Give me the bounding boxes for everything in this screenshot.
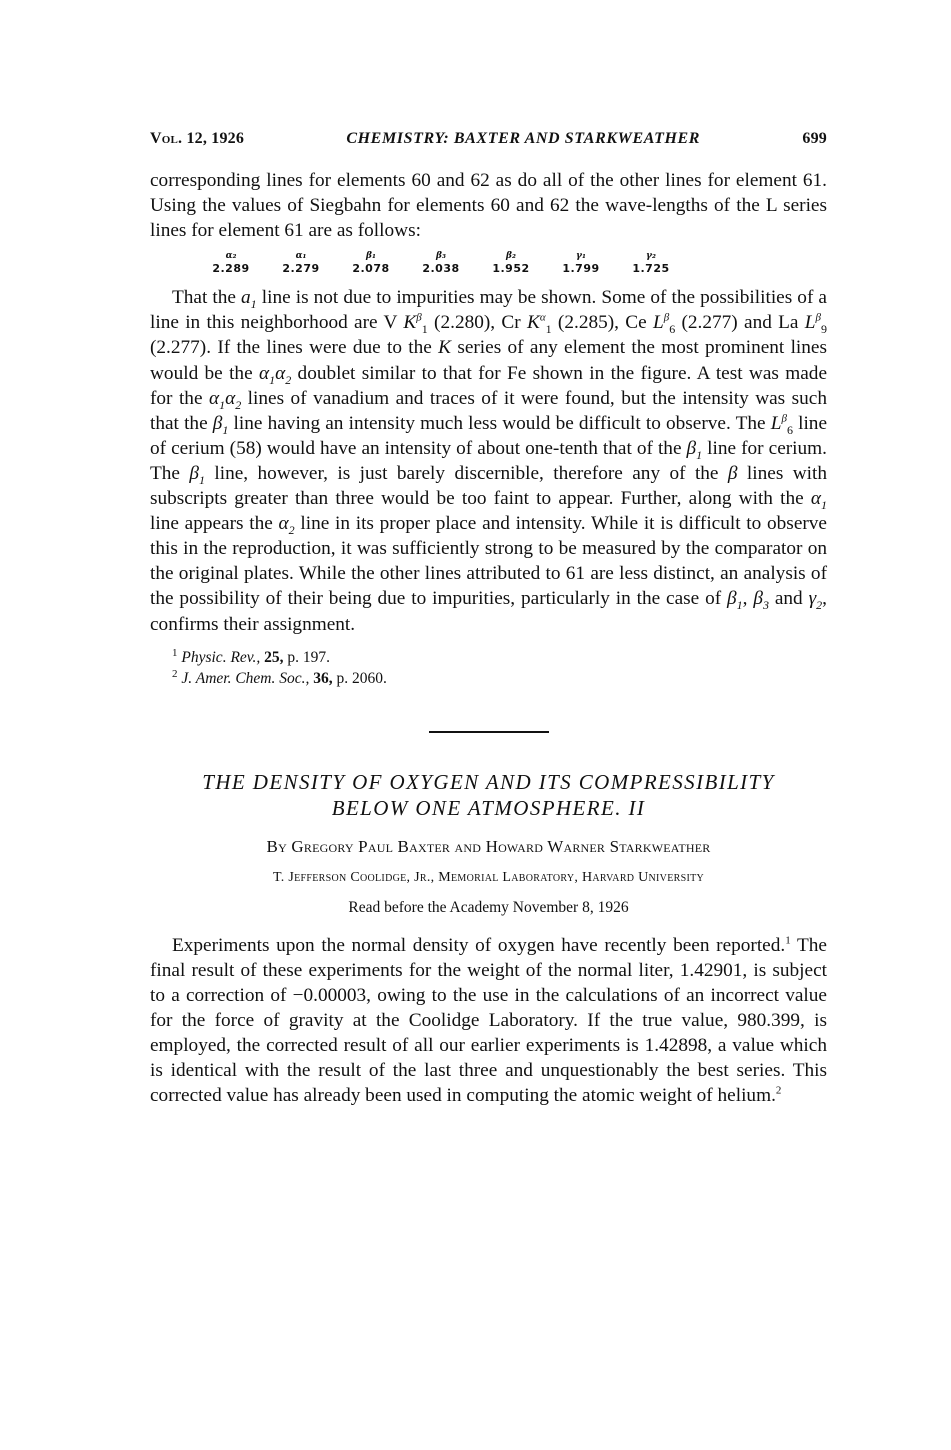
running-title: CHEMISTRY: BAXTER AND STARKWEATHER [346, 130, 701, 147]
journal-page [150, 130, 827, 1108]
text-run: and [768, 588, 809, 610]
wavelength-column [336, 251, 406, 277]
math-symbol: $\beta_1$ [212, 412, 229, 437]
text-run: , confirms their assignment. [150, 588, 827, 635]
footnote-source: J. Amer. Chem. Soc., [181, 669, 310, 687]
author-line: By Gregory Paul Baxter and Howard Warner Starkweather [266, 836, 711, 856]
math-symbol: $\alpha_1\alpha_2$ [208, 387, 242, 412]
article-title [150, 769, 827, 821]
footnote-ref: 2 [775, 1084, 782, 1097]
line-value: 2.038 [422, 262, 460, 276]
text-run: line appears the [150, 513, 279, 535]
article-title-line: THE DENSITY OF OXYGEN AND ITS COMPRESSIBILITY [202, 769, 775, 794]
text-run: line for cerium. The [150, 437, 827, 484]
footnote [172, 668, 827, 689]
text-run: (2.285), Ce [551, 312, 653, 334]
text-run: doublet similar to that for Fe shown in the figure. A test was made for the [150, 362, 828, 409]
text-run: lines of vanadium and traces of it were found, but the intensity was such that the [150, 387, 827, 434]
line-value: 2.289 [212, 262, 250, 276]
paragraph-1: corresponding lines for elements 60 and 62 as do all of the other lines for element 61. Using the values of Siegbahn for elements 60 and 62 the wave-lengths of the L series lines for element 61 are as follows: [150, 170, 827, 242]
math-symbol: L [804, 312, 816, 334]
line-label: β₂ [506, 251, 516, 262]
institution-line: T. Jefferson Coolidge, Jr., Memorial Laboratory, Harvard University [272, 869, 705, 885]
footnote [172, 647, 827, 668]
text-run: line of cerium (58) would have an intensity of about one-tenth that of the [150, 412, 828, 459]
text-run: Experiments upon the normal density of oxygen have recently been reported. [172, 934, 786, 956]
math-symbol: $\alpha_1\alpha_2$ [258, 362, 292, 387]
text-run: line in its proper place and intensity. While it is difficult to observe this in the reproduction, it was sufficiently strong to be measured by the comparator on the original plates. While the other lines attributed to 61 are less distinct, an analysis of the possibility of their being due to impurities, particularly in the case of [150, 513, 827, 610]
footnote-page: p. 2060. [336, 669, 387, 687]
section-divider [429, 731, 549, 733]
wavelength-column [406, 251, 476, 277]
line-label: β₃ [436, 251, 446, 262]
paragraph-2: That the $a_1$ line is not due to impurities may be shown. Some of the possibilities of a line in this neighborhood are V $K^\beta_1$ (2.280), Cr $K^\alpha_1$ (2.285), Ce $L^\beta_6$ (2.277) and La $L^\beta_9$ (2.277). If the lines were due to the K series of any element the most prominent lines would be the $\alpha_1\alpha_2$ doublet similar to that for Fe shown in the figure. A test was made for the $\alpha_1\alpha_2$ lines of vanadium and traces of it were found, but the intensity was such that the $\beta_1$ line having an intensity much less would be difficult to observe. The $L^\beta_6$ line of cerium (58) would have an intensity of about one-tenth that of the $\beta_1$ line for cerium. The $\beta_1$ line, however, is just barely discernible, therefore any of the β lines with subscripts greater than three would be too faint to appear. Further, along with the $\alpha_1$ line appears the $\alpha_2$ line in its proper place and intensity. While it is difficult to observe this in the reproduction, it was sufficiently strong to be measured by the comparator on the original plates. While the other lines attributed to 61 are less distinct, an analysis of the possibility of their being due to impurities, particularly in the case of $\beta_1$, $\beta_3$ and $\gamma_2$, confirms their assignment. [150, 287, 828, 635]
text-run: line is not due to impurities may be shown. Some of the possibilities of a line in this neighborhood are V [150, 287, 827, 334]
running-head [150, 130, 827, 148]
text-run: , [742, 588, 754, 610]
line-label: β₁ [366, 251, 376, 262]
footnote-page: p. 197. [287, 648, 331, 666]
footnote-ref: 1 [785, 934, 791, 947]
line-value: 1.725 [632, 262, 670, 276]
math-symbol: $\beta_3$ [753, 588, 769, 613]
wavelength-column [476, 251, 546, 277]
math-symbol: $\beta_1$ [686, 437, 703, 462]
paragraph-3 [150, 933, 827, 1109]
math-symbol: L [652, 312, 664, 334]
text-run: That the [172, 287, 242, 309]
line-value: 2.279 [282, 262, 320, 276]
math-symbol: β [727, 462, 738, 484]
text-run: (2.277). If the lines were due to the [150, 337, 439, 359]
line-label: α₁ [295, 251, 307, 262]
text-run: lines with subscripts greater than three would be too faint to appear. Further, along with the [150, 462, 828, 510]
math-symbol: K [526, 312, 540, 334]
text-run: (2.280), Cr [427, 312, 527, 334]
footnote-volume: 36, [313, 669, 333, 687]
text-run: series of any element the most prominent lines would be the [150, 337, 827, 384]
footnote-volume: 25, [264, 648, 284, 666]
math-symbol: K [438, 337, 452, 359]
math-symbol: K [403, 312, 417, 334]
page-number: 699 [802, 130, 827, 147]
line-value: 2.078 [352, 262, 390, 276]
line-value: 1.799 [562, 262, 600, 276]
wavelength-column [266, 251, 336, 277]
footnote-number: 2 [172, 667, 178, 680]
read-before-line: Read before the Academy November 8, 1926 [348, 898, 629, 916]
article-title-line: BELOW ONE ATMOSPHERE. II [331, 795, 646, 820]
text-run: (2.277) and La [675, 312, 805, 334]
math-symbol: $\beta_1$ [727, 588, 743, 613]
wavelength-column [196, 251, 266, 277]
text-run: The final result of these experiments for the weight of the normal liter, 1.42901, is subject to a correction of −0.00003, owing to the use in the calculations of an incorrect value for the force of gravity at the Coolidge Laboratory. If the true value, 980.399, is employed, the corrected result of all our earlier experiments is 1.42898, a value which is identical with the result of the last three and unquestionably the best series. This corrected value has already been used in computing the atomic weight of helium. [150, 934, 827, 1107]
wavelength-column [546, 251, 616, 277]
wavelength-column [616, 251, 686, 277]
wavelength-table [196, 251, 827, 277]
footnotes [150, 647, 827, 689]
volume-label: Vol. 12, 1926 [150, 130, 245, 147]
math-symbol: $\alpha_2$ [278, 513, 295, 537]
math-symbol: $a_1$ [241, 287, 257, 312]
line-label: γ₂ [646, 251, 656, 262]
math-symbol: $\gamma_2$ [808, 588, 823, 613]
footnote-source: Physic. Rev., [181, 648, 261, 666]
line-value: 1.952 [492, 262, 530, 276]
line-label: α₂ [225, 251, 237, 262]
math-symbol: $\beta_1$ [189, 462, 205, 487]
line-label: γ₁ [576, 251, 586, 262]
math-symbol: L [770, 412, 782, 434]
text-run: line having an intensity much less would be difficult to observe. The [228, 412, 771, 434]
text-run: line, however, is just barely discernible, therefore any of the [205, 462, 728, 484]
footnote-number: 1 [172, 646, 178, 659]
math-symbol: $\alpha_1$ [810, 488, 827, 512]
